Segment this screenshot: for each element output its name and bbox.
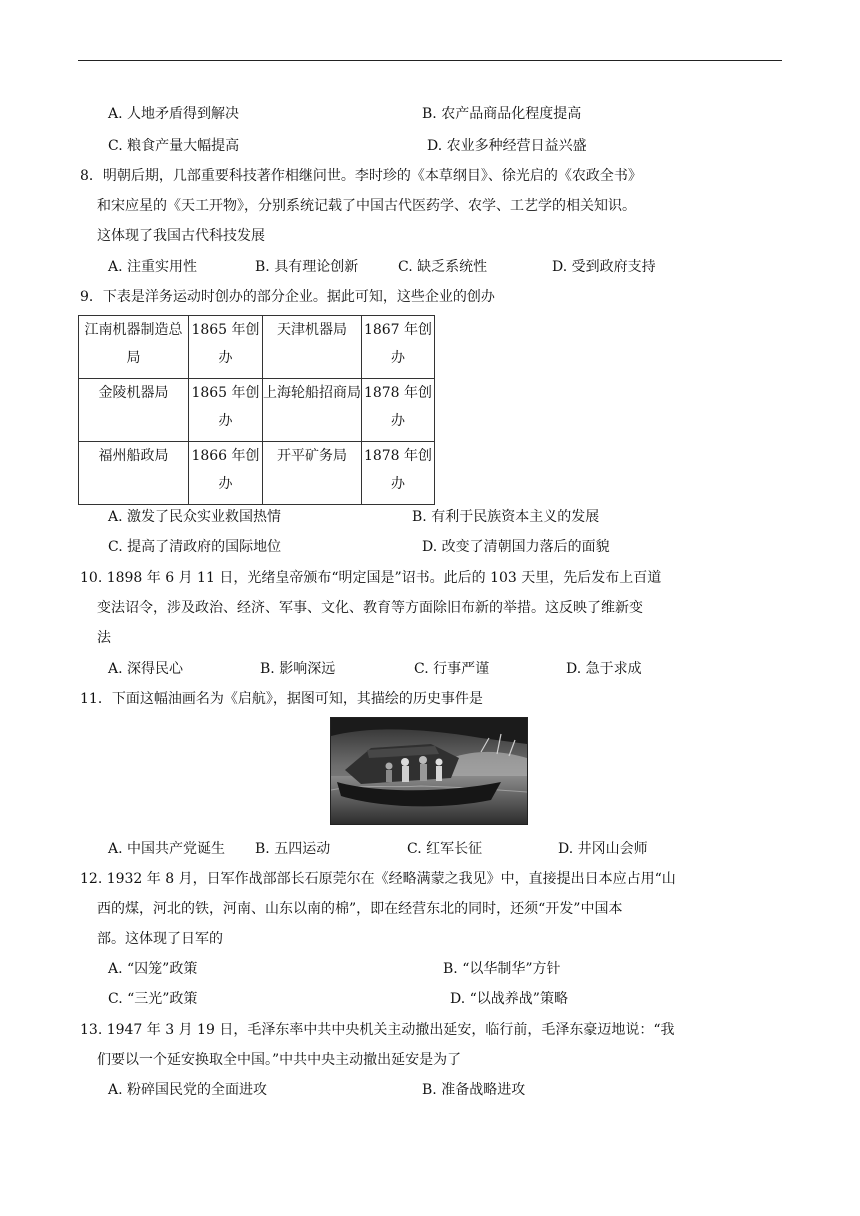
q13-stem-line1: 13. 1947 年 3 月 19 日，毛泽东率中共中央机关主动撤出延安，临行前，毛泽东豪迈地说：“我: [80, 1022, 675, 1038]
table-cell: 1866 年创办: [189, 442, 263, 505]
q9-option-a[interactable]: A. 激发了民众实业救国热情: [108, 509, 282, 525]
q12-option-b[interactable]: B. “以华制华”方针: [443, 961, 561, 977]
table-cell: 1865 年创办: [189, 379, 263, 442]
table-cell: 1867 年创办: [362, 316, 435, 379]
q7-option-b[interactable]: B. 农产品商品化程度提高: [422, 106, 582, 122]
q10-stem-line3: 法: [97, 630, 111, 646]
q10-option-d[interactable]: D. 急于求成: [566, 661, 642, 677]
q13-option-b[interactable]: B. 准备战略进攻: [422, 1082, 526, 1098]
q10-stem-line2: 变法诏令，涉及政治、经济、军事、文化、教育等方面除旧布新的举措。这反映了维新变: [97, 600, 643, 616]
table-cell: 开平矿务局: [263, 442, 362, 505]
q13-option-a[interactable]: A. 粉碎国民党的全面进攻: [108, 1082, 268, 1098]
table-row: [79, 442, 435, 505]
q7-option-a[interactable]: A. 人地矛盾得到解决: [108, 106, 240, 122]
q9-stem: 9．下表是洋务运动时创办的部分企业。据此可知，这些企业的创办: [80, 289, 495, 305]
q9-option-b[interactable]: B. 有利于民族资本主义的发展: [412, 509, 600, 525]
header-rule: [78, 60, 782, 61]
q9-option-c[interactable]: C. 提高了清政府的国际地位: [108, 539, 282, 555]
q9-option-d[interactable]: D. 改变了清朝国力落后的面貌: [422, 539, 610, 555]
table-row: [79, 316, 435, 379]
q8-option-b[interactable]: B. 具有理论创新: [255, 259, 359, 275]
q8-stem-line3: 这体现了我国古代科技发展: [97, 228, 265, 244]
q12-option-d[interactable]: D. “以战养战”策略: [450, 991, 568, 1007]
q7-option-c[interactable]: C. 粮食产量大幅提高: [108, 138, 240, 154]
table-cell: 1878 年创办: [362, 379, 435, 442]
q11-option-a[interactable]: A. 中国共产党诞生: [108, 841, 226, 857]
q11-stem: 11．下面这幅油画名为《启航》，据图可知，其描绘的历史事件是: [80, 691, 483, 707]
table-cell: 金陵机器局: [79, 379, 189, 442]
q8-option-a[interactable]: A. 注重实用性: [108, 259, 198, 275]
painting-image: [330, 717, 528, 825]
table-cell: 福州船政局: [79, 442, 189, 505]
q10-option-a[interactable]: A. 深得民心: [108, 661, 184, 677]
q12-option-c[interactable]: C. “三光”政策: [108, 991, 198, 1007]
q12-stem-line1: 12. 1932 年 8 月，日军作战部部长石原莞尔在《经略满蒙之我见》中，直接提出日本应占用“山: [80, 871, 676, 887]
q10-stem-line1: 10. 1898 年 6 月 11 日，光绪皇帝颁布“明定国是”诏书。此后的 103 天里，先后发布上百道: [80, 570, 662, 586]
q8-option-c[interactable]: C. 缺乏系统性: [398, 259, 488, 275]
q8-option-d[interactable]: D. 受到政府支持: [552, 259, 656, 275]
q10-option-c[interactable]: C. 行事严谨: [414, 661, 490, 677]
q13-stem-line2: 们要以一个延安换取全中国。”中共中央主动撤出延安是为了: [97, 1052, 462, 1068]
q7-option-d[interactable]: D. 农业多种经营日益兴盛: [427, 138, 587, 154]
q12-option-a[interactable]: A. “囚笼”政策: [108, 961, 198, 977]
q10-option-b[interactable]: B. 影响深远: [260, 661, 336, 677]
q8-stem-line1: 8．明朝后期，几部重要科技著作相继问世。李时珍的《本草纲目》、徐光启的《农政全书》: [80, 168, 642, 184]
enterprise-table: [78, 315, 435, 505]
q11-option-b[interactable]: B. 五四运动: [255, 841, 331, 857]
q11-option-d[interactable]: D. 井冈山会师: [558, 841, 648, 857]
q8-stem-line2: 和宋应星的《天工开物》，分别系统记载了中国古代医药学、农学、工艺学的相关知识。: [97, 198, 636, 214]
q11-option-c[interactable]: C. 红军长征: [407, 841, 483, 857]
table-cell: 1865 年创办: [189, 316, 263, 379]
q12-stem-line3: 部。这体现了日军的: [97, 931, 223, 947]
boat-painting-icon: [331, 718, 527, 824]
table-cell: 上海轮船招商局: [263, 379, 362, 442]
table-cell: 江南机器制造总局: [79, 316, 189, 379]
table-row: [79, 379, 435, 442]
table-cell: 1878 年创办: [362, 442, 435, 505]
table-cell: 天津机器局: [263, 316, 362, 379]
q12-stem-line2: 西的煤，河北的铁，河南、山东以南的棉”，即在经营东北的同时，还须“开发”中国本: [97, 901, 623, 917]
